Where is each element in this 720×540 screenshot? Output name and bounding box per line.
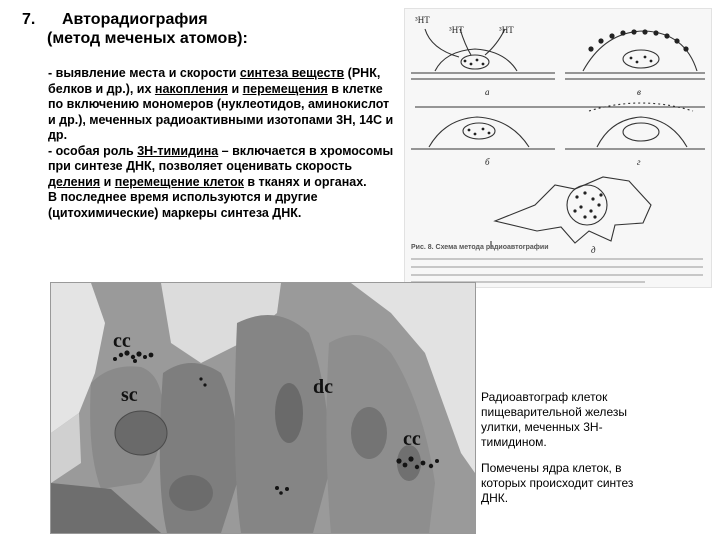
underlined-term: накопления bbox=[154, 81, 228, 96]
text-fragment: и bbox=[100, 174, 115, 189]
caption-radioautograph: Радиоавтограф клеток пищеварительной железы улитки, меченных 3Н-тимидином. bbox=[481, 390, 627, 449]
underlined-term: перемещение клеток bbox=[114, 174, 244, 189]
micrograph-label-cc-right: cc bbox=[403, 428, 421, 450]
micrograph-label-sc: sc bbox=[121, 384, 138, 406]
body-text bbox=[48, 66, 396, 221]
figure-label-ht-1: ³НТ bbox=[415, 15, 430, 25]
text-fragment: в клетке по включению мономеров (нуклеотидов, аминокислот и др.), меченных радиоактивными изотопами 3Н, 14С и др. bbox=[48, 81, 394, 142]
underlined-term: деления bbox=[48, 174, 101, 189]
scheme-drawing bbox=[405, 9, 711, 287]
text-fragment: и bbox=[227, 81, 243, 96]
micrograph-label-dc: dc bbox=[313, 376, 333, 398]
text-fragment: - особая роль bbox=[48, 143, 138, 158]
panel-label-a: а bbox=[485, 87, 490, 97]
panel-label-g: г bbox=[637, 157, 641, 167]
caption-labeled-nuclei: Помечены ядра клеток, в которых происходит синтез ДНК. bbox=[481, 461, 634, 505]
paragraph-synthesis bbox=[48, 66, 396, 144]
title-line-2: (метод меченых атомов): bbox=[47, 30, 248, 47]
autoradiography-scheme-figure bbox=[404, 8, 712, 288]
slide-title bbox=[22, 10, 248, 48]
paragraph-markers: В последнее время используются и другие (цитохимические) маркеры синтеза ДНК. bbox=[48, 190, 318, 220]
panel-label-d: д bbox=[591, 245, 596, 255]
figure-label-ht-2: ³НТ bbox=[449, 25, 464, 35]
text-fragment: – включается в хромосомы при синтезе ДНК, позволяет оценивать скорость bbox=[48, 143, 394, 173]
underlined-term: 3Н-тимидина bbox=[137, 143, 219, 158]
text-fragment: - выявление места и скорости bbox=[48, 66, 240, 80]
text-fragment: (РНК, белков и др.), их bbox=[48, 66, 381, 96]
figure-caption-title: Рис. 8. Схема метода радиоавтографии bbox=[411, 244, 549, 251]
title-line-1: Авторадиография bbox=[62, 11, 208, 28]
micrograph-label-cc-top: cc bbox=[113, 330, 131, 352]
figure-label-ht-3: ³НТ bbox=[499, 25, 514, 35]
micrograph-image bbox=[51, 283, 475, 533]
underlined-term: перемещения bbox=[242, 81, 328, 96]
underlined-term: синтеза веществ bbox=[239, 66, 345, 80]
radioautograph-micrograph bbox=[50, 282, 476, 534]
paragraph-thymidine bbox=[48, 144, 396, 191]
slide-number: 7. bbox=[22, 11, 36, 28]
text-fragment: в тканях и органах. bbox=[243, 174, 367, 189]
panel-label-b: б bbox=[485, 157, 490, 167]
panel-label-v: в bbox=[637, 87, 641, 97]
